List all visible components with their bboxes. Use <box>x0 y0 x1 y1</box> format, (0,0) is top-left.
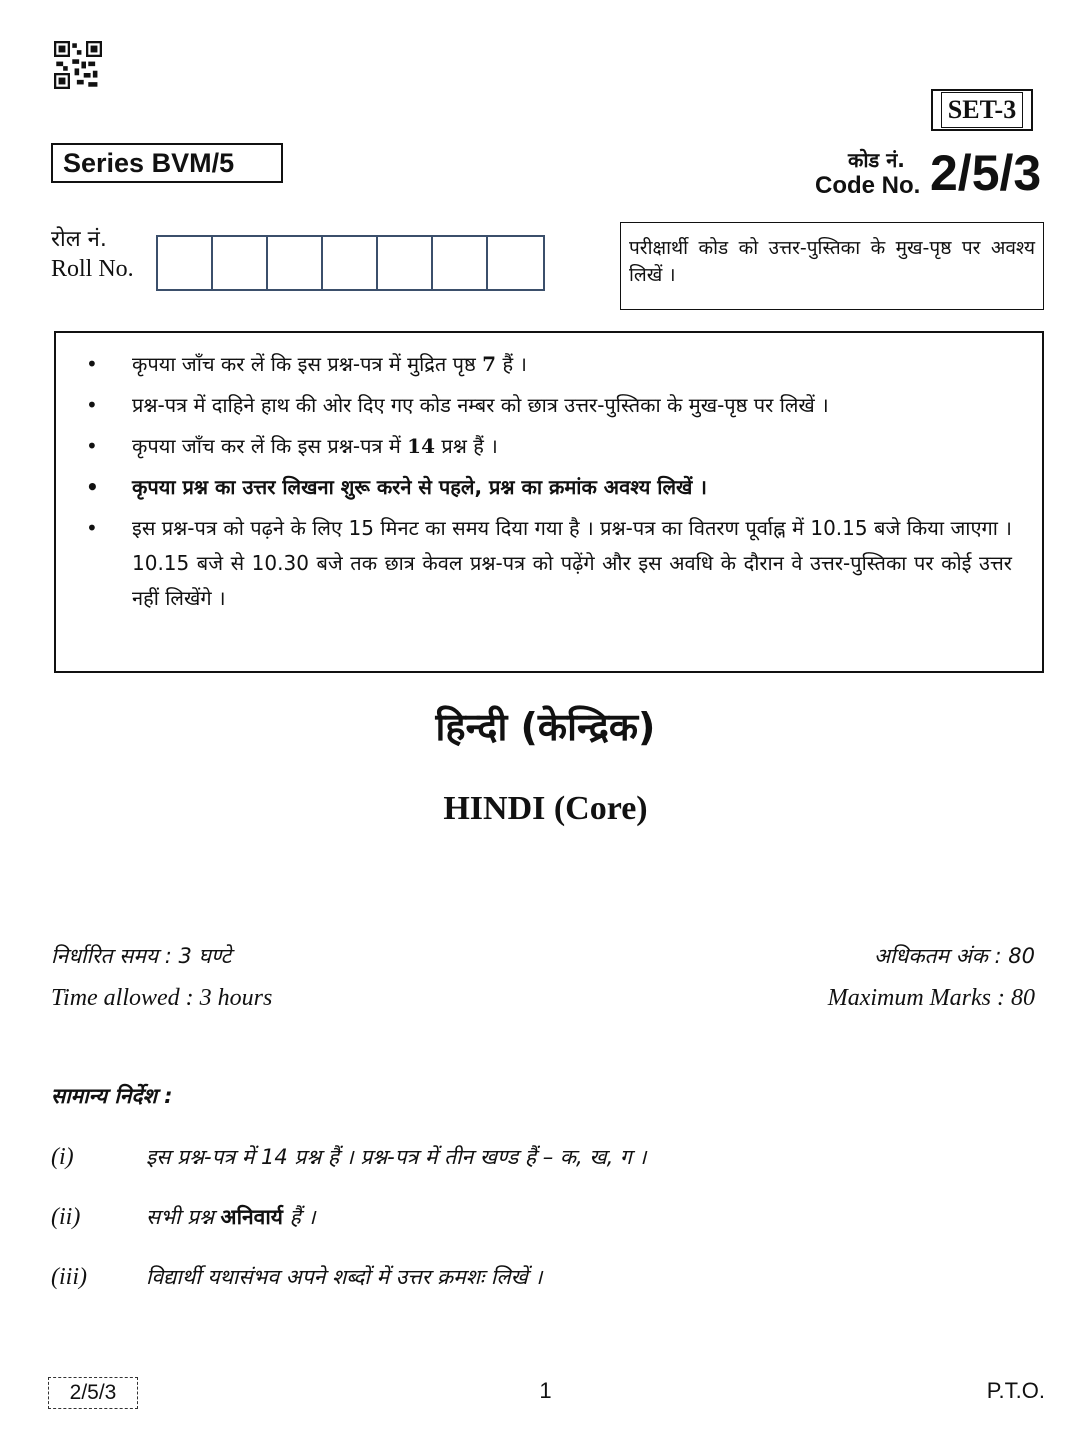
roll-cell[interactable] <box>213 237 268 289</box>
page-number: 1 <box>539 1378 552 1403</box>
set-label: SET-3 <box>941 92 1023 128</box>
instruction-text: हैं । <box>496 352 528 376</box>
instruction-number: 7 <box>482 352 497 376</box>
general-item-text: विद्यार्थी यथासंभव अपने शब्दों में उत्तर क्रमशः लिखें । <box>146 1265 543 1289</box>
instruction-item <box>86 470 1012 505</box>
instruction-item <box>86 347 1012 382</box>
max-marks-english: Maximum Marks : 80 <box>827 985 1035 1011</box>
subject-title-hindi: हिन्दी (केन्द्रिक) <box>435 705 656 749</box>
general-item-number: (i) <box>51 1144 74 1170</box>
general-item-text <box>146 1203 315 1231</box>
general-item-text-part: हैं । <box>282 1205 316 1229</box>
bullet-icon: • <box>86 516 98 540</box>
instruction-text: कृपया जाँच कर लें कि इस प्रश्न-पत्र में मुद्रित पृष्ठ <box>132 352 483 376</box>
roll-cell[interactable] <box>433 237 488 289</box>
instructions-box <box>54 331 1044 673</box>
roll-cell[interactable] <box>488 237 543 289</box>
pto-label: P.T.O. <box>986 1378 1045 1403</box>
roll-number-grid[interactable] <box>156 235 545 291</box>
general-item-number: (iii) <box>51 1264 87 1290</box>
general-instructions-heading: सामान्य निर्देश : <box>51 1084 173 1108</box>
bullet-icon: • <box>86 434 98 458</box>
footer-code: 2/5/3 <box>48 1377 138 1409</box>
instruction-item <box>86 511 1012 616</box>
qr-code-icon <box>54 41 102 89</box>
time-allowed-english: Time allowed : 3 hours <box>51 985 273 1011</box>
candidate-code-note: परीक्षार्थी कोड को उत्तर-पुस्तिका के मुख-पृष्ठ पर अवश्य लिखें । <box>620 222 1044 310</box>
general-item-text-part: सभी प्रश्न <box>146 1205 221 1229</box>
instruction-number: 14 <box>407 434 435 458</box>
instruction-text: कृपया प्रश्न का उत्तर लिखना शुरू करने से पहले, प्रश्न का क्रमांक अवश्य लिखें । <box>132 475 707 499</box>
max-marks-hindi: अधिकतम अंक : 80 <box>873 944 1035 968</box>
general-item-number: (ii) <box>51 1204 81 1230</box>
roll-cell[interactable] <box>268 237 323 289</box>
general-item-text: इस प्रश्न-पत्र में 14 प्रश्न हैं । प्रश्न-पत्र में तीन खण्ड हैं – क, ख, ग । <box>146 1145 647 1169</box>
instruction-text: प्रश्न हैं । <box>435 434 498 458</box>
set-badge <box>931 89 1033 131</box>
instruction-item <box>86 429 1012 464</box>
roll-cell[interactable] <box>378 237 433 289</box>
bullet-icon: • <box>86 475 99 499</box>
time-allowed-hindi: निर्धारित समय : 3 घण्टे <box>51 944 232 968</box>
bullet-icon: • <box>86 352 98 376</box>
instruction-text: इस प्रश्न-पत्र को पढ़ने के लिए 15 मिनट का समय दिया गया है । प्रश्न-पत्र का वितरण पूर्वाह्न में 10.15 बजे किया जाएगा । 10.15 बजे से 10.30 बजे तक छात्र केवल प्रश्न-पत्र को पढ़ेंगे और इस अवधि के दौरान वे उत्तर-पुस्तिका पर कोई उत्तर नहीं लिखेंगे । <box>132 516 1012 610</box>
roll-label-hindi: रोल नं. <box>51 227 107 252</box>
code-label-hindi: कोड नं. <box>848 148 905 172</box>
code-number: 2/5/3 <box>930 145 1042 201</box>
series-label: Series BVM/5 <box>51 143 283 183</box>
instruction-text: प्रश्न-पत्र में दाहिने हाथ की ओर दिए गए कोड नम्बर को छात्र उत्तर-पुस्तिका के मुख-पृष्ठ पर लिखें । <box>132 393 829 417</box>
bullet-icon: • <box>86 393 98 417</box>
general-item-emphasis: अनिवार्य <box>220 1205 283 1229</box>
code-label-english: Code No. <box>815 172 921 199</box>
roll-cell[interactable] <box>158 237 213 289</box>
instructions-list <box>86 347 1012 616</box>
instruction-item <box>86 388 1012 423</box>
roll-label-english: Roll No. <box>51 256 134 282</box>
subject-title-english: HINDI (Core) <box>443 790 648 827</box>
roll-cell[interactable] <box>323 237 378 289</box>
instruction-text: कृपया जाँच कर लें कि इस प्रश्न-पत्र में <box>132 434 408 458</box>
